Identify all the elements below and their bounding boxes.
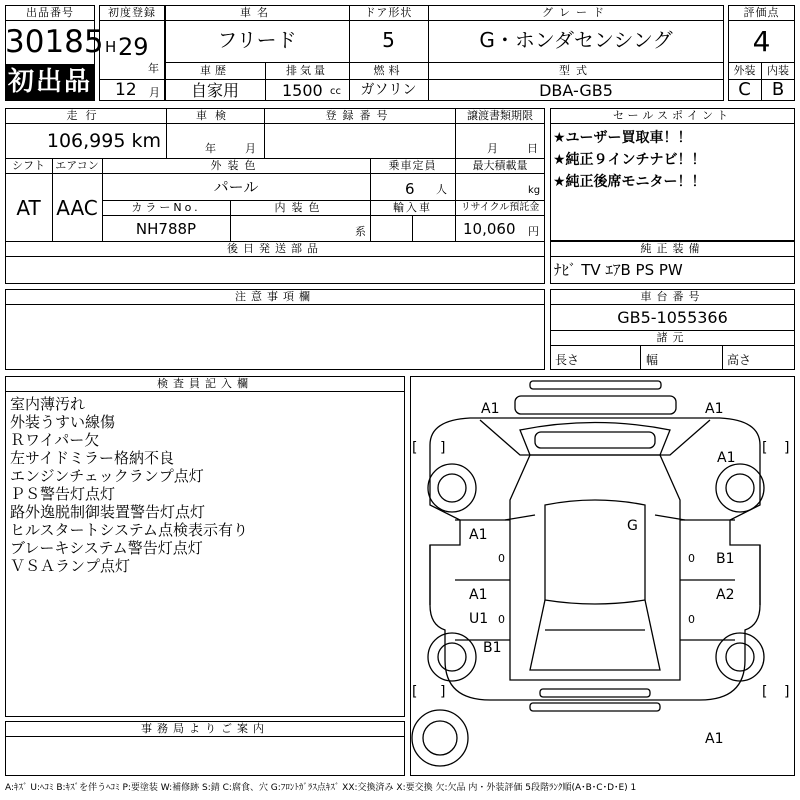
- chassis-label: 車台番号: [640, 290, 705, 303]
- inspection-year-unit: 年: [205, 142, 216, 155]
- sales-label: セールスポイント: [612, 109, 732, 122]
- inspector-line: ブレーキシステム警告灯点灯: [10, 539, 203, 557]
- history-label: 車歴: [200, 64, 230, 77]
- bracket-right: ]: [440, 684, 446, 700]
- inspector-notes: [10, 395, 248, 575]
- load-label: 最大積載量: [472, 159, 528, 172]
- capacity-value: 6: [405, 180, 415, 198]
- zero-mark: 0: [688, 552, 695, 565]
- interior-grade-label: 内装: [767, 64, 789, 77]
- exterior-color-value: パール: [213, 178, 259, 196]
- height-label: 高さ: [727, 353, 752, 367]
- equipment-label: 純正装備: [640, 242, 705, 255]
- length-label: 長さ: [555, 353, 580, 367]
- transfer-month-unit: 月: [487, 142, 498, 155]
- door-label: ドア形状: [364, 6, 413, 19]
- score-label: 評価点: [743, 6, 780, 19]
- inspection-month-unit: 月: [245, 142, 256, 155]
- displacement-value: 1500: [282, 81, 323, 100]
- damage-mark-right-front-door: B1: [716, 551, 735, 567]
- bracket-left: [: [762, 440, 768, 456]
- reg-year-unit: 年: [148, 62, 159, 75]
- sales-point: ★純正後席モニター！！: [553, 174, 706, 190]
- mileage-label: 走行: [66, 109, 105, 122]
- bracket-right: ]: [440, 440, 446, 456]
- damage-mark-left-front-door: A1: [469, 527, 488, 543]
- lot-number: 30185: [5, 24, 104, 60]
- transfer-day-unit: 日: [527, 142, 538, 155]
- inspector-line: 外装うすい線傷: [10, 413, 116, 431]
- inspector-line: ヒルスタートシステム点検表示有り: [10, 521, 249, 539]
- chassis-number: GB5-1055366: [617, 308, 728, 327]
- interior-color-label: 内装色: [274, 201, 326, 214]
- aircon-label: エアコン: [55, 159, 99, 172]
- plate-label: 登録番号: [325, 109, 394, 122]
- first-listing-text: 初出品: [7, 67, 92, 97]
- inspector-line: Ｒワイパー欠: [10, 431, 100, 449]
- capacity-label: 乗車定員: [388, 159, 437, 172]
- inspector-line: 路外逸脱制御装置警告灯点灯: [10, 503, 206, 521]
- equipment-items: ﾅﾋﾞ TV ｴｱB PS PW: [554, 261, 683, 279]
- transfer-label: 譲渡書類期限: [467, 109, 533, 122]
- exterior-color-label: 外装色: [210, 159, 262, 172]
- damage-mark-right-fender: A1: [717, 450, 736, 466]
- inspection-label: 車検: [196, 109, 234, 122]
- history-value: 自家用: [190, 81, 239, 100]
- inspector-line: エンジンチェックランプ点灯: [10, 467, 204, 485]
- door-value: 5: [382, 28, 395, 52]
- inspector-label: 検査員記入欄: [157, 377, 253, 390]
- office-label: 事務局よりご案内: [141, 722, 269, 735]
- notes-label: 注意事項欄: [235, 290, 315, 303]
- fuel-value: ガソリン: [360, 82, 417, 98]
- mileage-value: 106,995 km: [46, 130, 161, 152]
- damage-mark-left-rear-door-a: A1: [469, 587, 488, 603]
- sales-point: ★ユーザー買取車！！: [553, 130, 692, 146]
- dims-label: 諸元: [656, 331, 689, 344]
- damage-mark-left-quarter: B1: [483, 640, 502, 656]
- later-parts-label: 後日発送部品: [227, 242, 323, 255]
- damage-mark-glass: G: [627, 518, 638, 534]
- bracket-left: [: [762, 684, 768, 700]
- inspector-line: ＰＳ警告灯点灯: [10, 485, 116, 503]
- load-unit: kg: [528, 185, 541, 196]
- bracket-right: ]: [784, 684, 790, 700]
- bracket-right: ]: [784, 440, 790, 456]
- zero-mark: 0: [688, 613, 695, 626]
- interior-grade: B: [771, 79, 785, 100]
- color-no-label: カラーNo.: [131, 201, 201, 214]
- damage-mark-left-rear-door-u: U1: [469, 611, 489, 627]
- grade-label: グレード: [542, 6, 610, 19]
- damage-mark-front-left: A1: [481, 401, 500, 417]
- fuel-label: 燃料: [373, 64, 404, 77]
- zero-mark: 0: [498, 613, 505, 626]
- damage-mark-front-right: A1: [705, 401, 724, 417]
- exterior-grade-label: 外装: [733, 64, 756, 77]
- inspector-line: 左サイドミラー格納不良: [10, 449, 174, 467]
- damage-mark-right-rear-door: A2: [716, 587, 735, 603]
- recycle-value: 10,060: [463, 220, 516, 238]
- import-label: 輸入車: [393, 201, 432, 214]
- exterior-grade: C: [738, 79, 751, 100]
- bracket-left: [: [412, 684, 418, 700]
- model-value: DBA-GB5: [539, 81, 613, 100]
- shift-label: シフト: [12, 159, 45, 172]
- reg-month: 12: [115, 80, 137, 100]
- car-diagram-box: [410, 376, 795, 776]
- grade-value: G・ホンダセンシング: [479, 28, 673, 52]
- footer-legend: A:ｷｽﾞ U:ﾍｺﾐ B:ｷｽﾞを伴うﾍｺﾐ P:要塗装 W:補修跡 S:錆 C:腐食、穴 G:ﾌﾛﾝﾄｶﾞﾗｽ点ｷｽﾞ XX:交換済み X:要交換 欠:欠品 内・外装評価 5段階ﾗﾝｸ順(A･B･C･D･E) 1: [5, 783, 637, 793]
- lot-label: 出品番号: [26, 6, 74, 19]
- sales-points: [553, 129, 706, 192]
- era-letter: H: [105, 38, 117, 56]
- shift-value: AT: [16, 196, 41, 220]
- car-name-label: 車名: [240, 6, 274, 19]
- inspector-line: 室内薄汚れ: [10, 395, 86, 413]
- aircon-value: AAC: [56, 196, 98, 220]
- zero-mark: 0: [498, 552, 505, 565]
- displacement-unit: cc: [330, 86, 341, 97]
- score-value: 4: [752, 25, 771, 58]
- interior-color-unit: 系: [355, 225, 366, 238]
- damage-mark-rear-right: A1: [705, 731, 724, 747]
- model-label: 型式: [559, 64, 593, 77]
- displacement-label: 排気量: [286, 64, 328, 77]
- inspector-line: ＶＳＡランプ点灯: [10, 557, 131, 575]
- car-name: フリード: [217, 28, 297, 52]
- sales-point: ★純正９インチナビ！！: [553, 152, 706, 168]
- color-no-value: NH788P: [135, 220, 197, 238]
- recycle-label: リサイクル預託金: [460, 202, 540, 213]
- reg-month-unit: 月: [149, 86, 160, 99]
- bracket-left: [: [412, 440, 418, 456]
- first-reg-label: 初度登録: [108, 6, 156, 19]
- width-label: 幅: [646, 353, 659, 367]
- recycle-unit: 円: [528, 225, 539, 238]
- capacity-unit: 人: [436, 183, 447, 196]
- reg-year: 29: [118, 33, 149, 61]
